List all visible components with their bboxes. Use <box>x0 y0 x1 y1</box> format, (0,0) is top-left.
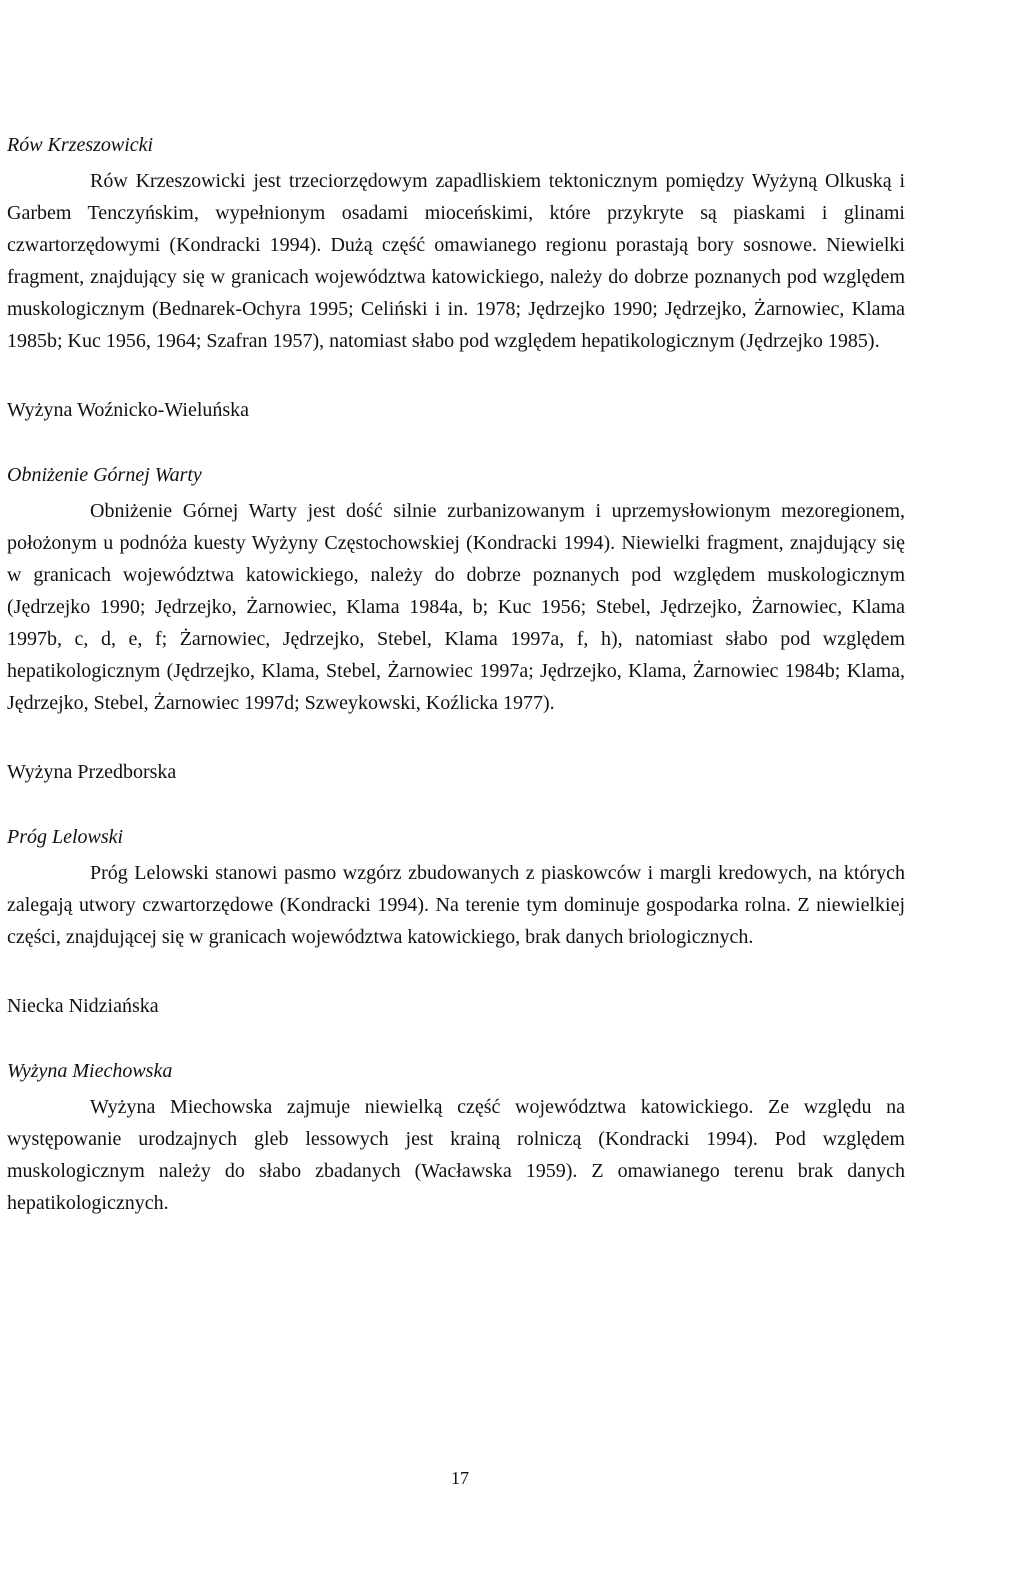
heading-row-krzeszowicki: Rów Krzeszowicki <box>7 134 154 156</box>
heading-wyzyna-przedborska: Wyżyna Przedborska <box>7 761 177 783</box>
heading-obnizenie-gornej-warty: Obniżenie Górnej Warty <box>7 464 202 486</box>
paragraph-obnizenie-gornej-warty: Obniżenie Górnej Warty jest dość silnie zurbanizowanym i uprzemysłowionym mezoregionem, położonym u podnóża kuesty Wyżyny Częstochowskiej (Kondracki 1994). Niewielki fragment, znajdujący się w granicach województwa katowickiego, należy do dobrze poznanych pod względem muskologicznym (Jędrzejko 1990; Jędrzejko, Żarnowiec, Klama 1984a, b; Kuc 1956; Stebel, Jędrzejko, Żarnowiec, Klama 1997b, c, d, e, f; Żarnowiec, Jędrzejko, Stebel, Klama 1997a, f, h), natomiast słabo pod względem hepatikologicznym (Jędrzejko, Klama, Stebel, Żarnowiec 1997a; Jędrzejko, Klama, Żarnowiec 1984b; Klama, Jędrzejko, Stebel, Żarnowiec 1997d; Szweykowski, Koźlicka 1977). <box>7 500 905 714</box>
page-number: 17 <box>451 1468 469 1488</box>
heading-niecka-nidzianska: Niecka Nidziańska <box>7 995 159 1017</box>
heading-wyzyna-woznicko-wielunska: Wyżyna Woźnicko-Wieluńska <box>7 399 250 421</box>
paragraph-wyzyna-miechowska: Wyżyna Miechowska zajmuje niewielką część województwa katowickiego. Ze względu na występowanie urodzajnych gleb lessowych jest krainą rolniczą (Kondracki 1994). Pod względem muskologicznym należy do słabo zbadanych (Wacławska 1959). Z omawianego terenu brak danych hepatikologicznych. <box>7 1096 905 1214</box>
paragraph-row-krzeszowicki: Rów Krzeszowicki jest trzeciorzędowym zapadliskiem tektonicznym pomiędzy Wyżyną Olkuską i Garbem Tenczyńskim, wypełnionym osadami mioceńskimi, które przykryte są piaskami i glinami czwartorzędowymi (Kondracki 1994). Dużą część omawianego regionu porastają bory sosnowe. Niewielki fragment, znajdujący się w granicach województwa katowickiego, należy do dobrze poznanych pod względem muskologicznym (Bednarek-Ochyra 1995; Celiński i in. 1978; Jędrzejko 1990; Jędrzejko, Żarnowiec, Klama 1985b; Kuc 1956, 1964; Szafran 1957), natomiast słabo pod względem hepatikologicznym (Jędrzejko 1985). <box>7 170 905 352</box>
heading-prog-lelowski: Próg Lelowski <box>7 826 124 848</box>
paragraph-prog-lelowski: Próg Lelowski stanowi pasmo wzgórz zbudowanych z piaskowców i margli kredowych, na których zalegają utwory czwartorzędowe (Kondracki 1994). Na terenie tym dominuje gospodarka rolna. Z niewielkiej części, znajdującej się w granicach województwa katowickiego, brak danych briologicznych. <box>7 862 905 948</box>
heading-wyzyna-miechowska: Wyżyna Miechowska <box>7 1060 173 1082</box>
page-text <box>7 132 905 1219</box>
